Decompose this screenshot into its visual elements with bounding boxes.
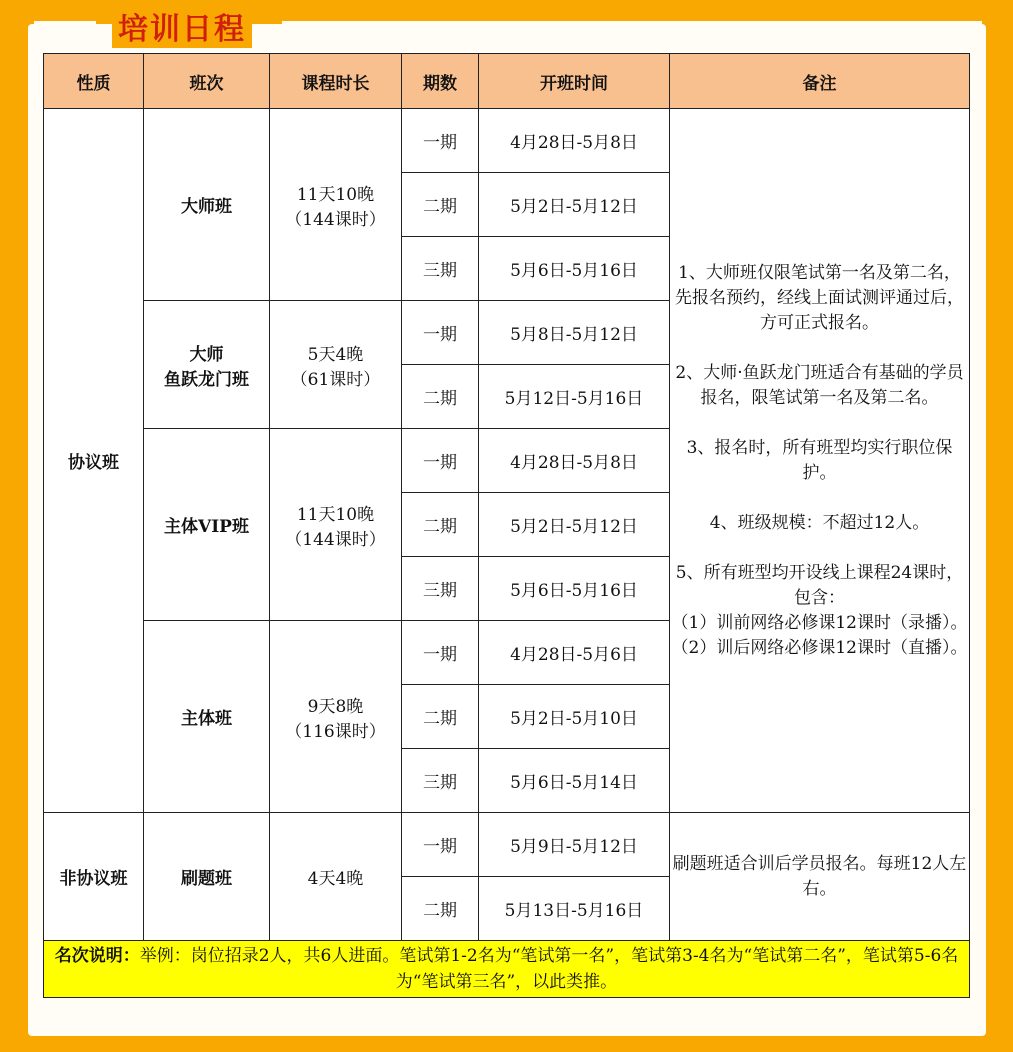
remark-item: 5、所有班型均开设线上课程24课时，包含：: [675, 562, 964, 608]
period-cell: 二期: [402, 173, 479, 237]
title-decoration-left: [34, 21, 96, 27]
remarks-agreement: [670, 109, 970, 813]
dates-cell: 5月6日-5月16日: [479, 557, 670, 621]
period-cell: 三期: [402, 749, 479, 813]
table-header-row: [44, 54, 970, 109]
table-row: [44, 109, 970, 173]
schedule-table: [43, 53, 970, 998]
period-cell: 一期: [402, 109, 479, 173]
period-cell: 二期: [402, 493, 479, 557]
dates-cell: 5月2日-5月10日: [479, 685, 670, 749]
period-cell: 一期: [402, 301, 479, 365]
remark-item: 3、报名时，所有班型均实行职位保护。: [686, 437, 953, 483]
table-row: [44, 813, 970, 877]
header-nature: 性质: [44, 54, 144, 109]
period-cell: 二期: [402, 365, 479, 429]
remark-item: 1、大师班仅限笔试第一名及第二名，先报名预约，经线上面试测评通过后，方可正式报名。: [675, 262, 964, 333]
remark-item: 4、班级规模：不超过12人。: [709, 512, 930, 533]
dates-cell: 5月13日-5月16日: [479, 877, 670, 941]
class-duration: [270, 109, 402, 301]
dates-cell: 4月28日-5月6日: [479, 621, 670, 685]
dates-cell: 5月2日-5月12日: [479, 493, 670, 557]
dates-cell: 5月6日-5月16日: [479, 237, 670, 301]
remark-item: 2、大师·鱼跃龙门班适合有基础的学员报名，限笔试第一名及第二名。: [675, 362, 964, 408]
title-decoration-right: [282, 21, 982, 27]
duration-line: 11天10晚: [296, 184, 375, 205]
duration-line: 11天10晚: [296, 504, 375, 525]
class-duration: 4天4晚: [270, 813, 402, 941]
class-name-line: 鱼跃龙门班: [164, 369, 249, 390]
period-cell: 二期: [402, 685, 479, 749]
dates-cell: 5月8日-5月12日: [479, 301, 670, 365]
period-cell: 一期: [402, 813, 479, 877]
nature-non-agreement: 非协议班: [44, 813, 144, 941]
dates-cell: 5月2日-5月12日: [479, 173, 670, 237]
header-class: 班次: [144, 54, 270, 109]
period-cell: 三期: [402, 237, 479, 301]
duration-line: （144课时）: [285, 529, 386, 550]
duration-line: （116课时）: [285, 721, 386, 742]
period-cell: 一期: [402, 429, 479, 493]
remark-item: （1）训前网络必修课12课时（录播）。: [671, 612, 968, 633]
ranking-note-text: 举例：岗位招录2人，共6人进面。笔试第1-2名为“笔试第一名”，笔试第3-4名为“笔试第二名”，笔试第5-6名为“笔试第三名”，以此类推。: [139, 946, 959, 992]
duration-line: （61课时）: [290, 369, 381, 390]
dates-cell: 4月28日-5月8日: [479, 109, 670, 173]
period-cell: 一期: [402, 621, 479, 685]
duration-line: 9天8晚: [307, 696, 364, 717]
class-name: [144, 301, 270, 429]
class-duration: [270, 301, 402, 429]
class-duration: [270, 621, 402, 813]
class-duration: [270, 429, 402, 621]
remark-item: （2）训后网络必修课12课时（直播）。: [671, 637, 968, 658]
dates-cell: 4月28日-5月8日: [479, 429, 670, 493]
header-start: 开班时间: [479, 54, 670, 109]
class-name-line: 大师: [189, 344, 224, 365]
ranking-note: [44, 941, 970, 998]
class-name: 主体VIP班: [144, 429, 270, 621]
page-title: 培训日程: [112, 4, 252, 48]
remarks-non-agreement: 刷题班适合训后学员报名。每班12人左右。: [670, 813, 970, 941]
header-remark: 备注: [670, 54, 970, 109]
class-name: 大师班: [144, 109, 270, 301]
ranking-note-label: 名次说明：: [54, 946, 140, 966]
period-cell: 二期: [402, 877, 479, 941]
remark-group: [670, 561, 969, 661]
duration-line: （144课时）: [285, 209, 386, 230]
period-cell: 三期: [402, 557, 479, 621]
nature-agreement: 协议班: [44, 109, 144, 813]
header-duration: 课程时长: [270, 54, 402, 109]
duration-line: 5天4晚: [307, 344, 364, 365]
dates-cell: 5月12日-5月16日: [479, 365, 670, 429]
dates-cell: 5月6日-5月14日: [479, 749, 670, 813]
footer-row: [44, 941, 970, 998]
header-period: 期数: [402, 54, 479, 109]
class-name: 刷题班: [144, 813, 270, 941]
dates-cell: 5月9日-5月12日: [479, 813, 670, 877]
class-name: 主体班: [144, 621, 270, 813]
